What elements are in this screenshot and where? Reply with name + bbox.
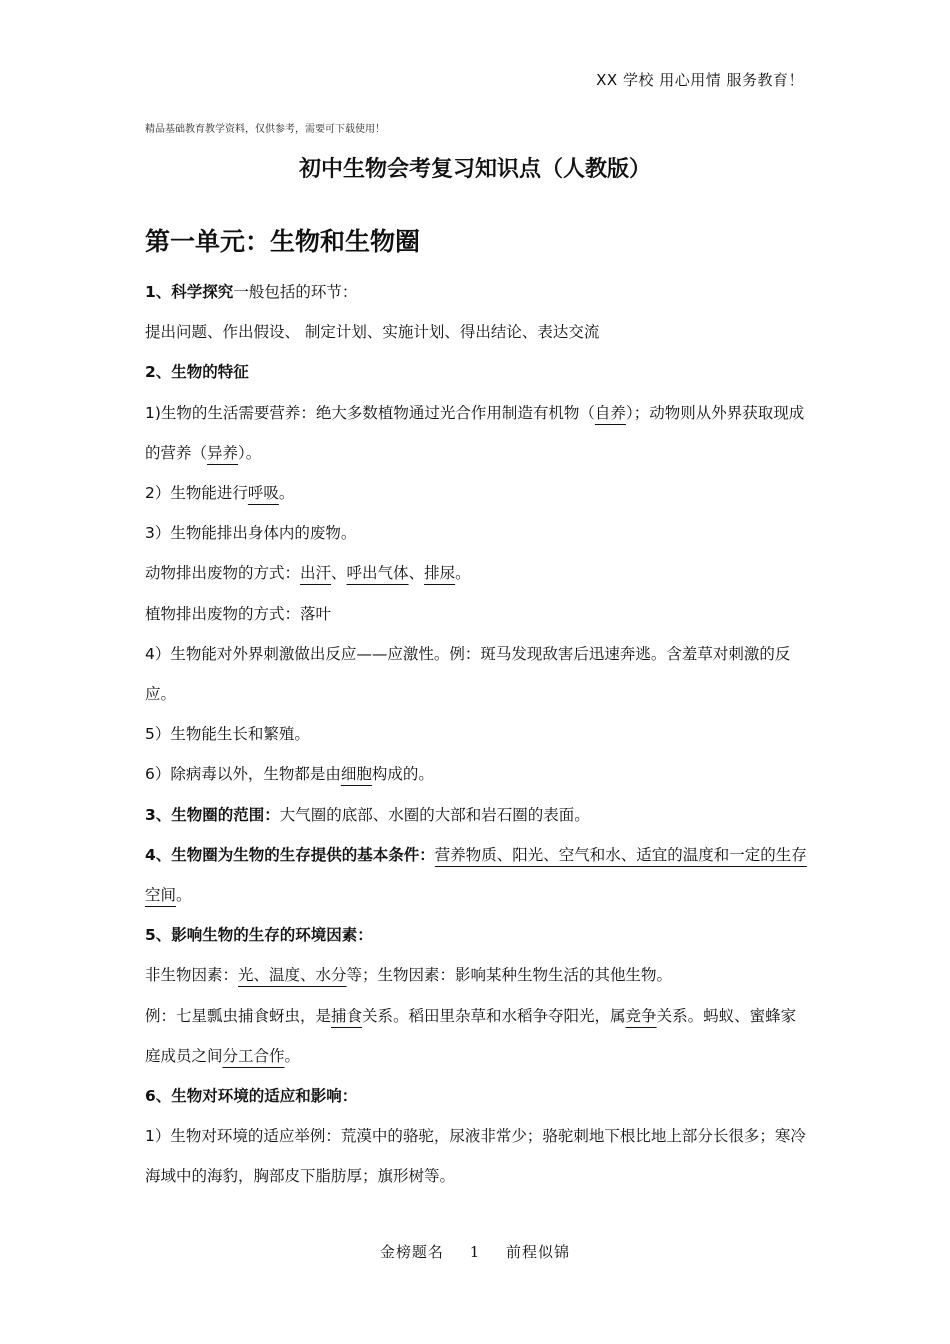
section-keyword: 科学探究 <box>171 283 234 301</box>
underlined-term: 捕食 <box>331 1006 363 1025</box>
environment-factors <box>145 955 810 995</box>
text: 。 <box>455 564 471 583</box>
document-title: 初中生物会考复习知识点（人教版） <box>298 157 651 182</box>
text: ）；动物则从外界获取现成的营养（ <box>145 403 805 462</box>
relationship-examples <box>145 996 810 1076</box>
text: 等；生物因素：影响某种生物生活的其他生物。 <box>346 966 673 985</box>
section-3 <box>145 795 810 835</box>
underlined-term: 呼吸 <box>247 484 279 503</box>
text: 非生物因素： <box>145 966 239 985</box>
page-number: 1 <box>469 1243 481 1261</box>
header-school-slogan: XX 学校 用心用情 服务教育！ <box>596 71 804 89</box>
section-4 <box>145 835 810 915</box>
underlined-term: 营养物质、阳光、空气和水、适宜的温度和一定的生存空间 <box>145 845 807 905</box>
document-body <box>145 272 810 1197</box>
text: 关系。稻田里杂草和水稻争夺阳光，属 <box>362 1006 626 1025</box>
text: 例：七星瓢虫捕食蚜虫，是 <box>145 1006 332 1025</box>
text: 构成的。 <box>371 765 434 784</box>
feature-nutrition <box>145 393 810 473</box>
underlined-term: 异养 <box>207 443 239 462</box>
text: 、 <box>408 564 425 583</box>
text: ）。 <box>238 443 262 462</box>
text: 。 <box>278 484 295 503</box>
feature-respiration <box>145 473 810 513</box>
section-2-heading: 2、生物的特征 <box>145 363 249 382</box>
section-heading: 4、生物圈为生物的生存提供的基本条件： <box>145 845 435 864</box>
underlined-term: 细胞 <box>340 765 372 784</box>
underlined-term: 呼出气体 <box>346 564 409 583</box>
section-6-heading: 6、生物对环境的适应和影响： <box>145 1087 358 1106</box>
section-5-heading: 5、影响生物的生存的环境因素： <box>145 926 373 945</box>
text: 动物排出废物的方式： <box>145 564 301 583</box>
underlined-term: 排尿 <box>424 564 456 583</box>
text: 6）除病毒以外，生物都是由 <box>145 765 341 784</box>
underlined-term: 自养 <box>594 403 626 422</box>
feature-excretion: 3）生物能排出身体内的废物。 <box>145 524 357 543</box>
section-1-heading <box>145 272 810 312</box>
page-footer <box>0 1241 950 1262</box>
animal-excretion <box>145 553 810 593</box>
text: 关系。蚂蚁、蜜蜂家庭成员之间 <box>145 1006 797 1065</box>
footer-left: 金榜题名 <box>379 1243 444 1261</box>
text: 。 <box>284 1046 301 1065</box>
underlined-term: 分工合作 <box>222 1046 285 1065</box>
underlined-term: 出汗 <box>300 564 332 583</box>
feature-cells <box>145 754 810 794</box>
text: 2）生物能进行 <box>145 484 248 503</box>
underlined-term: 光、温度、水分 <box>238 966 347 985</box>
section-text: 一般包括的环节： <box>233 283 358 301</box>
section-number: 1、 <box>145 283 172 301</box>
feature-stimulus: 4）生物能对外界刺激做出反应——应激性。例：斑马发现敌害后迅速奔逃。含羞草对刺激的反应。 <box>145 644 791 704</box>
unit-title: 第一单元：生物和生物圈 <box>145 227 421 256</box>
text: 1)生物的生活需要营养：绝大多数植物通过光合作用制造有机物（ <box>145 403 595 422</box>
text: 、 <box>331 564 347 583</box>
feature-growth: 5）生物能生长和繁殖。 <box>145 725 310 744</box>
footer-right: 前程似锦 <box>506 1243 571 1261</box>
text: 。 <box>176 886 192 905</box>
text: 大气圈的底部、水圈的大部和岩石圈的表面。 <box>279 805 590 824</box>
underlined-term: 竞争 <box>625 1006 657 1025</box>
section-heading: 3、生物圈的范围： <box>145 805 280 824</box>
adaptation-examples: 1）生物对环境的适应举例：荒漠中的骆驼，尿液非常少；骆驼刺地下根比地上部分长很多；寒冷海域中的海豹，胸部皮下脂肪厚；旗形树等。 <box>145 1127 806 1186</box>
resource-note: 精品基础教育教学资料，仅供参考，需要可下载使用！ <box>145 124 385 135</box>
plant-excretion: 植物排出废物的方式：落叶 <box>145 604 332 623</box>
inquiry-steps: 提出问题、作出假设、 制定计划、实施计划、得出结论、表达交流 <box>145 323 600 342</box>
